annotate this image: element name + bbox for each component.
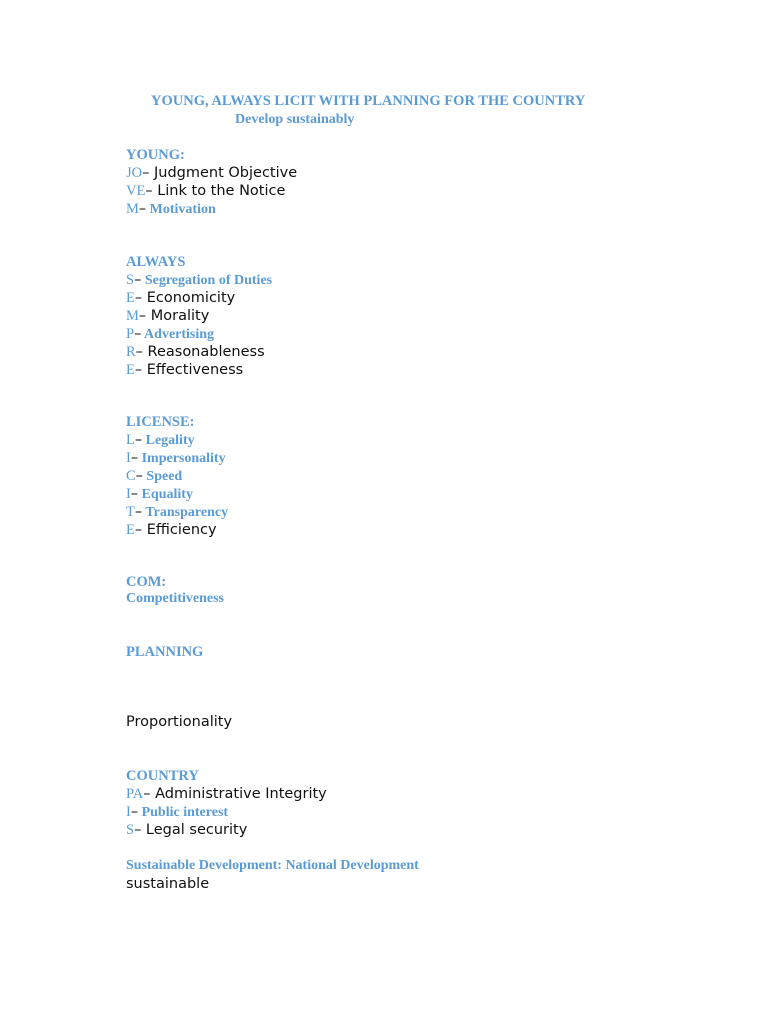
item-abbreviation: VE [126,183,146,199]
list-item [126,200,297,218]
item-abbreviation: M [126,308,139,324]
list-item [126,449,228,467]
item-abbreviation: PA [126,786,144,802]
section-planning-text: Proportionality [126,714,233,730]
list-item [126,343,272,361]
item-abbreviation: R [126,344,136,360]
section-heading: LICENSE: [126,414,195,430]
item-dash: – [134,522,143,538]
list-item [126,325,272,343]
item-abbreviation: E [126,522,135,538]
item-abbreviation: JO [126,165,143,181]
item-abbreviation: L [126,432,135,448]
item-text: Motivation [146,202,216,217]
section-heading: COM: [126,574,167,590]
item-text: Transparency [142,505,229,520]
item-dash: – [134,822,142,838]
item-dash: – [130,450,139,466]
document-title: YOUNG, ALWAYS LICIT WITH PLANNING FOR THE COUNTRY [151,93,586,109]
section-license [126,413,228,539]
item-dash: – [135,344,143,360]
list-item [126,289,272,307]
list-item [126,307,272,325]
section-heading: YOUNG: [126,147,185,163]
item-dash: – [134,272,142,288]
section-young [126,146,297,218]
list-item [126,521,228,539]
item-dash: – [130,804,139,820]
item-abbreviation: I [126,450,131,466]
item-abbreviation: S [126,272,135,288]
section-text: sustainable [126,876,210,892]
item-abbreviation: I [126,804,131,820]
item-dash: – [138,308,147,324]
item-abbreviation: P [126,326,135,342]
list-item [126,164,297,182]
list-item [126,503,228,521]
list-item [126,182,297,200]
item-text: Equality [138,487,193,502]
list-item [126,361,272,379]
item-dash: – [142,165,150,181]
list-item [126,803,327,821]
item-dash: – [138,201,147,217]
item-text: Efficiency [142,522,217,538]
list-item [126,271,272,289]
section-heading: COUNTRY [126,768,199,784]
item-text: Segregation of Duties [141,273,273,288]
item-text: Advertising [141,327,215,342]
item-abbreviation: S [126,822,135,838]
item-abbreviation: E [126,290,135,306]
item-dash: – [134,504,143,520]
item-dash: – [145,183,153,199]
document-subtitle: Develop sustainably [235,112,355,127]
section-text: Competitiveness [126,591,224,606]
item-abbreviation: I [126,486,131,502]
item-dash: – [135,468,143,484]
section-always [126,253,272,379]
section-heading: Sustainable Development: National Development [126,858,419,873]
item-abbreviation: C [126,468,136,484]
list-item [126,467,228,485]
item-text: Judgment Objective [149,165,298,181]
section-sustainable [126,857,419,893]
section-country [126,767,327,839]
section-planning [126,643,203,661]
item-text: Legality [142,433,195,448]
item-dash: – [134,290,143,306]
item-text: Reasonableness [142,344,265,360]
section-com [126,573,224,607]
item-dash: – [134,326,142,342]
item-text: Morality [146,308,210,324]
item-text: Effectiveness [142,362,244,378]
item-text: Administrative Integrity [150,786,327,802]
item-text: Link to the Notice [152,183,286,199]
item-text: Economicity [142,290,236,306]
item-text: Public interest [138,805,229,820]
item-abbreviation: E [126,362,135,378]
item-text: Legal security [141,822,248,838]
item-dash: – [134,362,143,378]
section-heading: ALWAYS [126,254,186,270]
item-text: Impersonality [138,451,226,466]
item-dash: – [143,786,151,802]
item-text: Speed [142,469,183,484]
section-heading: PLANNING [126,644,204,660]
item-dash: – [130,486,139,502]
item-abbreviation: T [126,504,135,520]
list-item [126,431,228,449]
list-item [126,485,228,503]
item-dash: – [134,432,143,448]
list-item [126,785,327,803]
list-item [126,821,327,839]
item-abbreviation: M [126,201,139,217]
